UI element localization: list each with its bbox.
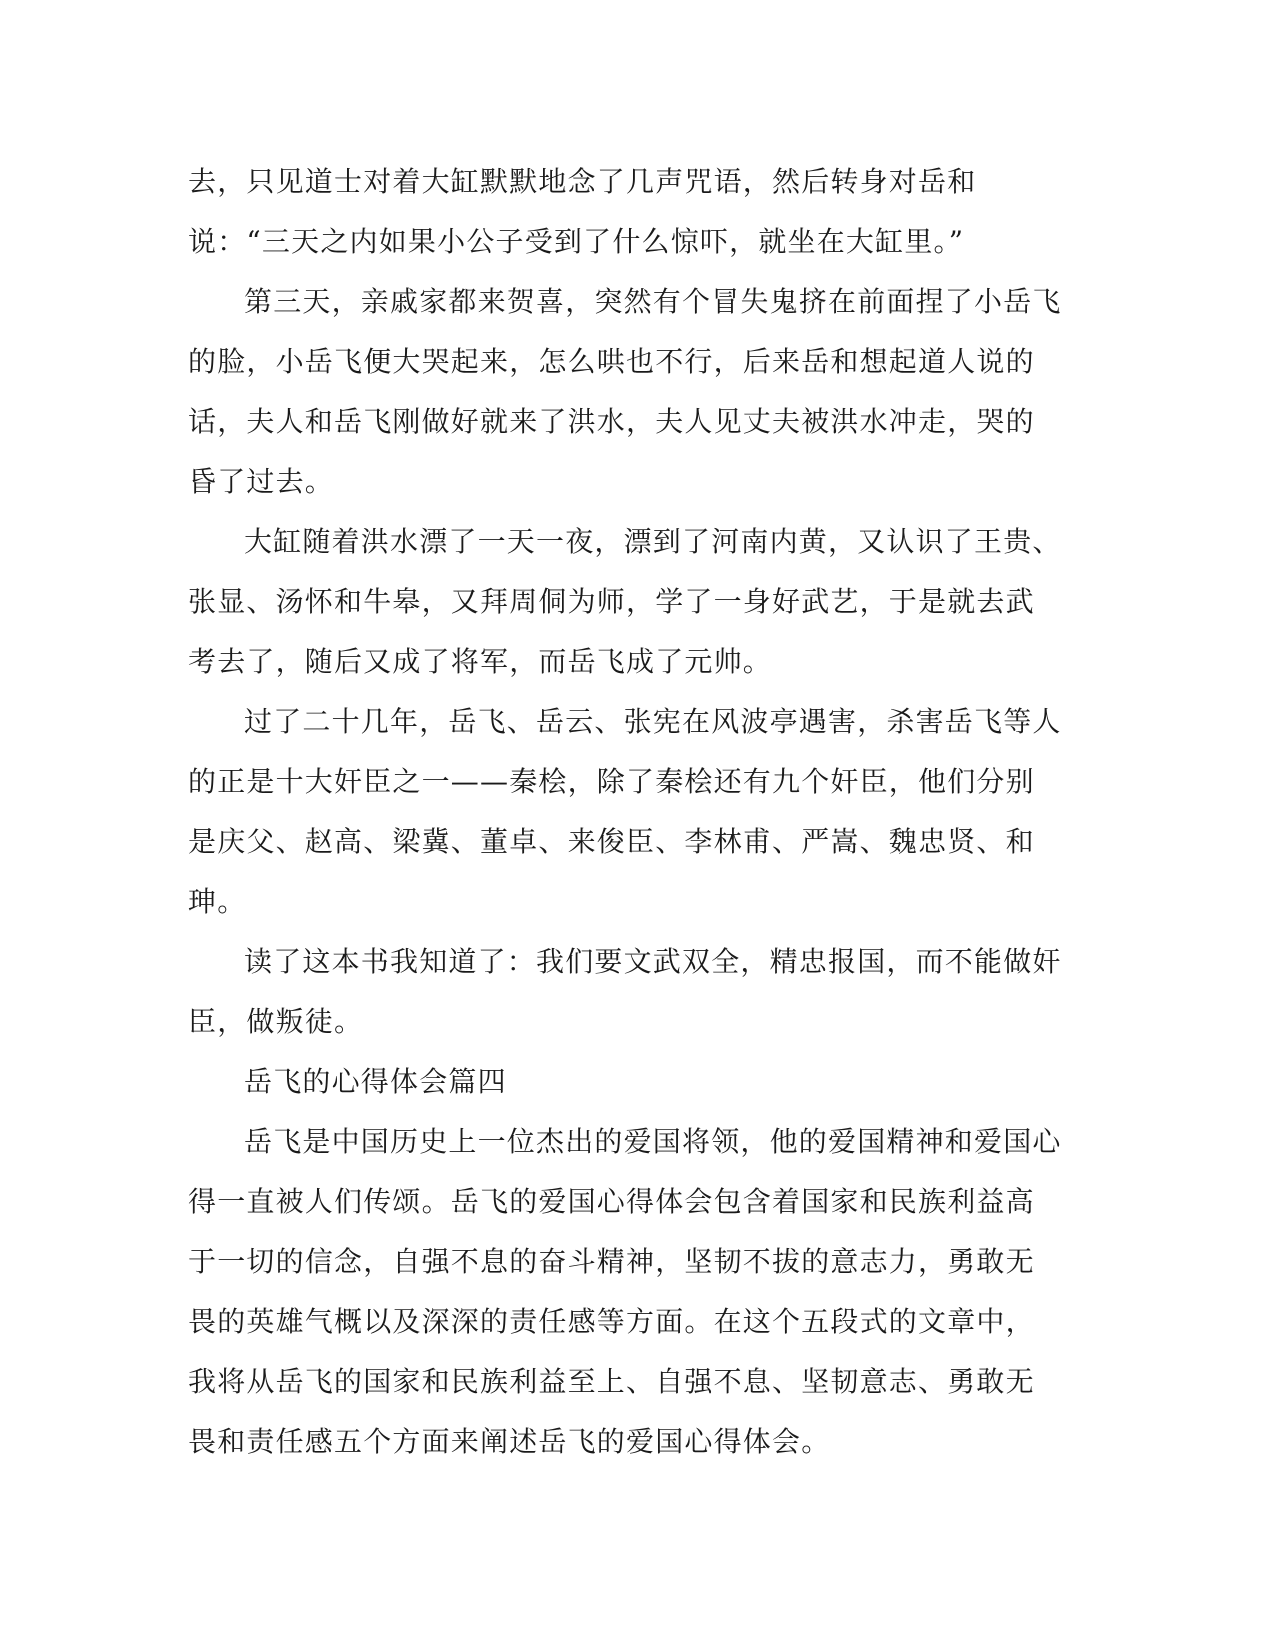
paragraph-4: 过了二十几年，岳飞、岳云、张宪在风波亭遇害，杀害岳飞等人的正是十大奸臣之一——秦桧，除了秦桧还有九个奸臣，他们分别是庆父、赵高、梁冀、董卓、来俊臣、李林甫、严嵩、魏忠贤、和珅。: [188, 705, 1062, 918]
section-heading: 岳飞的心得体会篇四: [244, 1065, 507, 1098]
section-paragraph-1: 岳飞是中国历史上一位杰出的爱国将领，他的爱国精神和爱国心得一直被人们传颂。岳飞的爱国心得体会包含着国家和民族利益高于一切的信念，自强不息的奋斗精神，坚韧不拔的意志力，勇敢无畏的英雄气概以及深深的责任感等方面。在这个五段式的文章中，我将从岳飞的国家和民族利益至上、自强不息、坚韧意志、勇敢无畏和责任感五个方面来阐述岳飞的爱国心得体会。: [188, 1125, 1062, 1458]
paragraph-5: 读了这本书我知道了：我们要文武双全，精忠报国，而不能做奸臣，做叛徒。: [188, 945, 1062, 1038]
paragraph-3: 大缸随着洪水漂了一天一夜，漂到了河南内黄，又认识了王贵、张显、汤怀和牛皋，又拜周侗为师，学了一身好武艺，于是就去武考去了，随后又成了将军，而岳飞成了元帅。: [188, 525, 1062, 678]
document-body: [188, 152, 1063, 1472]
paragraph-2: 第三天，亲戚家都来贺喜，突然有个冒失鬼挤在前面捏了小岳飞的脸，小岳飞便大哭起来，怎么哄也不行，后来岳和想起道人说的话，夫人和岳飞刚做好就来了洪水，夫人见丈夫被洪水冲走，哭的昏了过去。: [188, 285, 1062, 498]
paragraph-1: 去，只见道士对着大缸默默地念了几声咒语，然后转身对岳和说：“三天之内如果小公子受到了什么惊吓，就坐在大缸里。”: [188, 165, 977, 258]
